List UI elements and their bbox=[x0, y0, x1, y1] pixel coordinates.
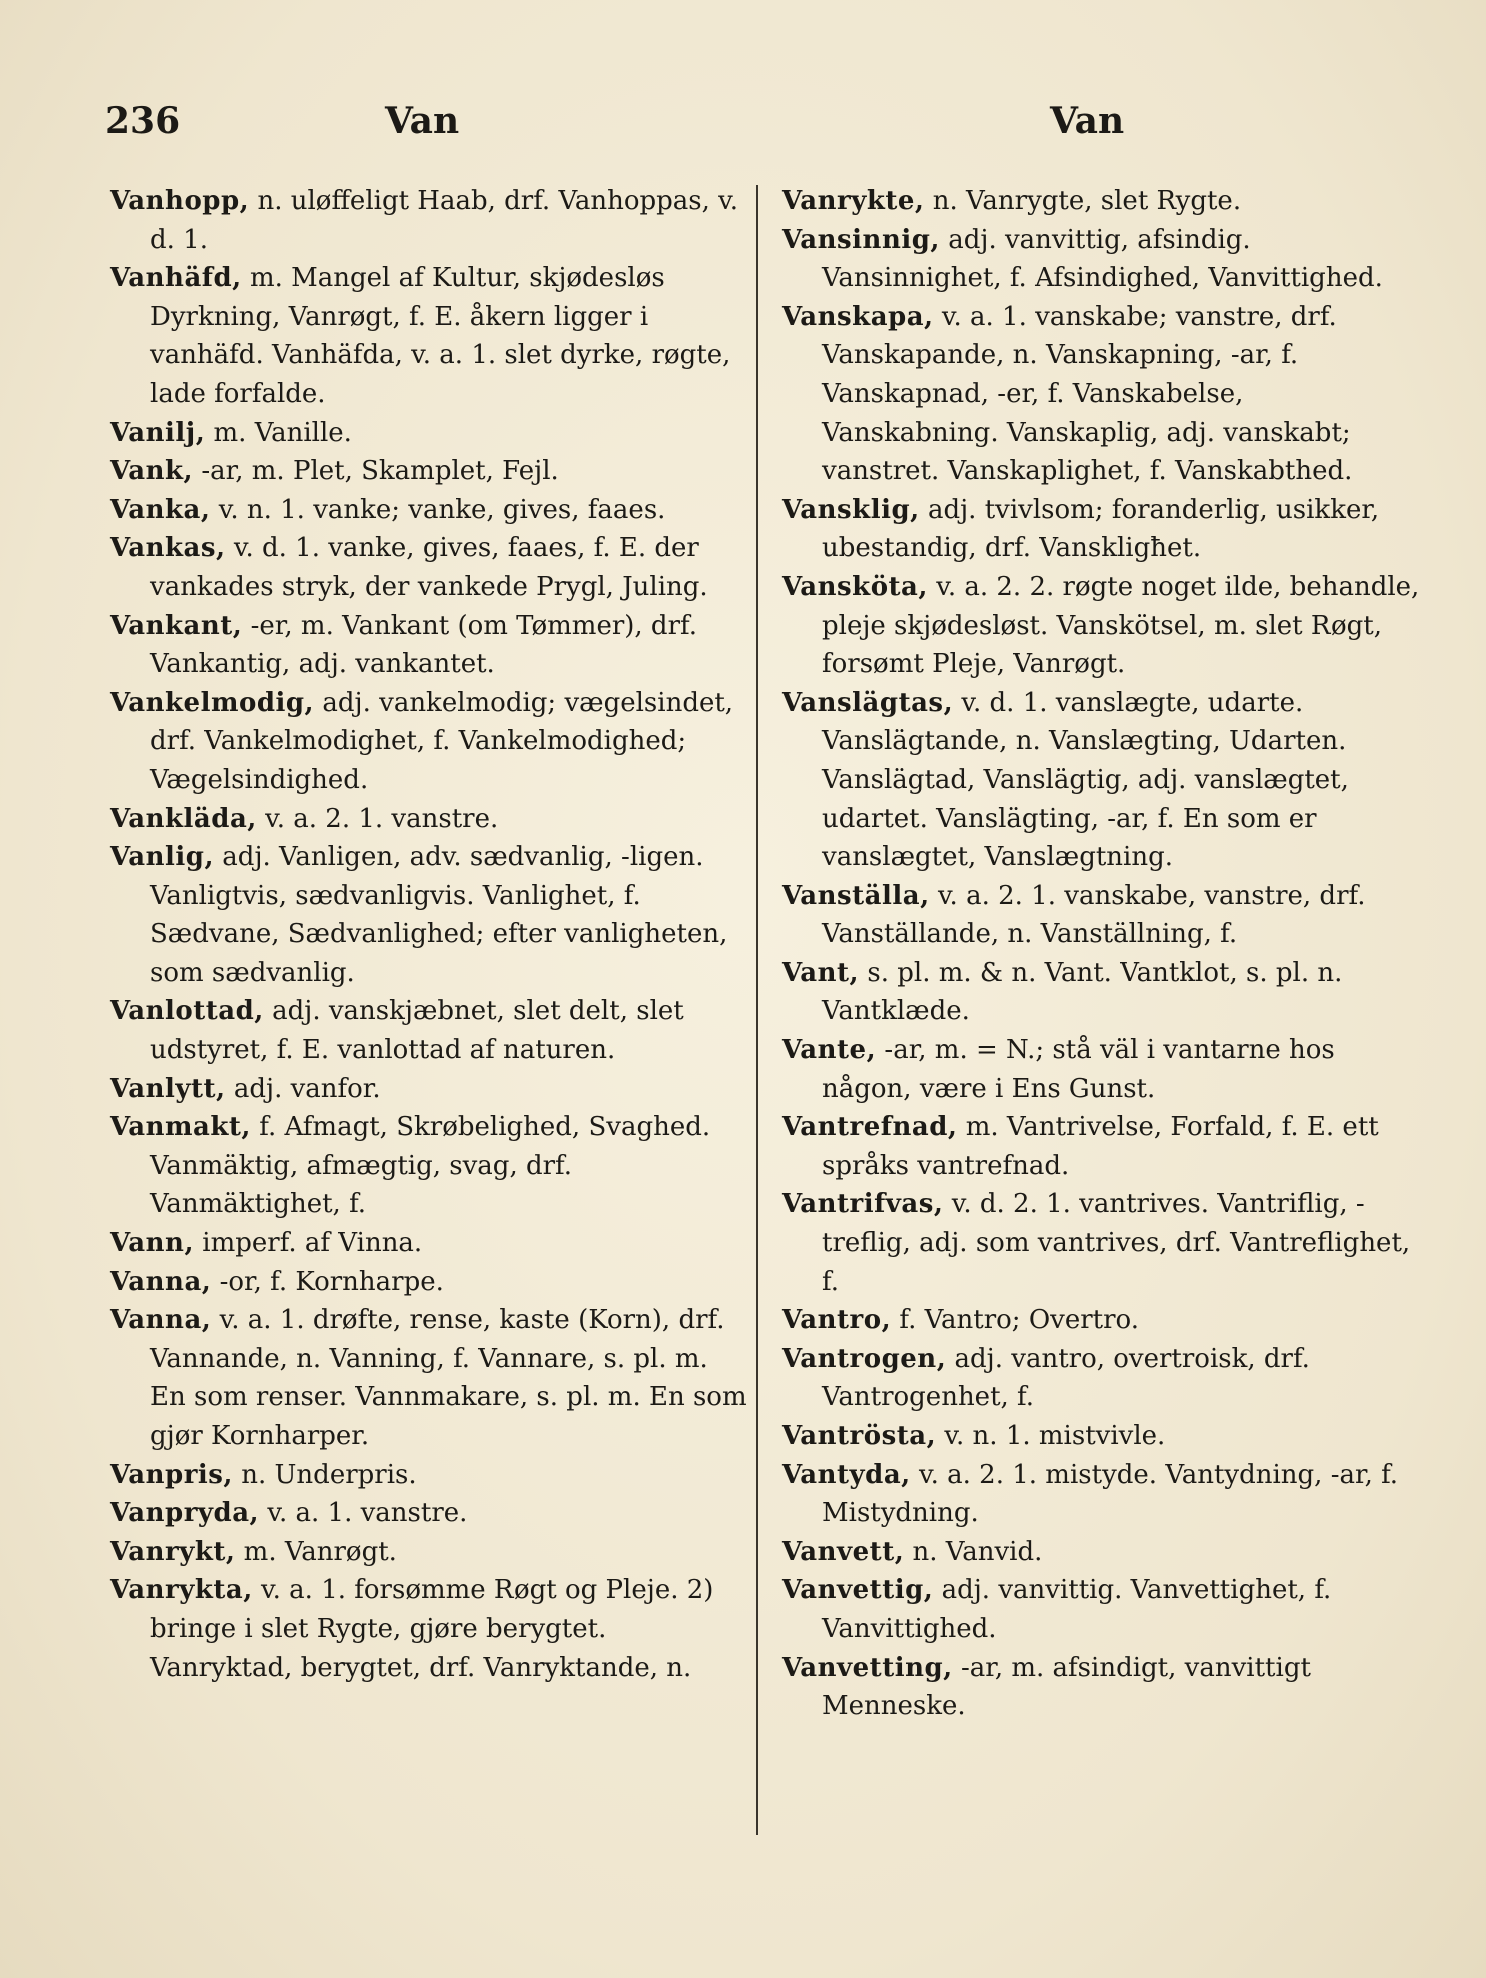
dictionary-entry bbox=[110, 838, 750, 992]
entry-headword: Vanvetting, bbox=[782, 1652, 953, 1683]
entry-headword: Vankas, bbox=[110, 533, 226, 564]
dictionary-entry bbox=[110, 607, 750, 684]
entry-headword: Vanilj, bbox=[110, 417, 206, 448]
page-number: 236 bbox=[105, 100, 181, 142]
entry-headword: Vansköta, bbox=[782, 571, 928, 602]
entry-definition: v. a. 1. vanstre. bbox=[259, 1498, 468, 1529]
entry-definition: m. Mangel af Kultur, skjødesløs Dyrkning, Vanrøgt, f. E. åkern ligger i vanhäfd. Vanhäfda, v. a. 1. slet dyrke, røgte, lade forfalde. bbox=[150, 263, 731, 409]
column-divider bbox=[756, 185, 758, 1835]
entry-definition: n. Vanvid. bbox=[904, 1536, 1043, 1567]
entry-definition: -or, f. Kornharpe. bbox=[211, 1266, 444, 1297]
entry-definition: adj. tvivlsom; foranderlig, usikker, ubestandig, drf. Vanskligħet. bbox=[822, 494, 1380, 564]
entry-headword: Vanhopp, bbox=[110, 186, 250, 216]
left-column bbox=[110, 182, 750, 1687]
dictionary-entry bbox=[110, 1301, 750, 1455]
entry-definition: v. n. 1. mistvivle. bbox=[936, 1421, 1166, 1451]
dictionary-entry bbox=[782, 684, 1422, 877]
right-running-headword: Van bbox=[1050, 100, 1125, 142]
dictionary-entry bbox=[782, 1340, 1422, 1417]
dictionary-entry bbox=[782, 298, 1422, 491]
dictionary-entry bbox=[782, 954, 1422, 1031]
entry-headword: Vansinnig, bbox=[782, 224, 940, 255]
entry-headword: Vann, bbox=[110, 1228, 194, 1259]
entry-definition: v. a. 2. 1. vanskabe, vanstre, drf. Vanställande, n. Vanställning, f. bbox=[822, 880, 1366, 950]
dictionary-entry bbox=[110, 992, 750, 1069]
entry-headword: Vantro, bbox=[782, 1305, 892, 1336]
dictionary-entry bbox=[782, 1456, 1422, 1533]
entry-headword: Vantrogen, bbox=[782, 1343, 947, 1374]
dictionary-entry bbox=[782, 568, 1422, 684]
entry-definition: v. d. 1. vanslægte, udarte. Vanslägtande, n. Vanslægting, Udarten. Vanslägtad, Vanslägtig, adj. vanslægtet, udartet. Vanslägting, -ar, f. En som er vanslægtet, Vanslægtning. bbox=[822, 687, 1349, 873]
entry-definition: m. Vanrøgt. bbox=[235, 1536, 397, 1567]
entry-definition: imperf. af Vinna. bbox=[194, 1228, 423, 1259]
entry-headword: Vankelmodig, bbox=[110, 687, 315, 718]
entry-definition: adj. vanskjæbnet, slet delt, slet udstyret, f. E. vanlottad af naturen. bbox=[150, 996, 684, 1066]
entry-headword: Vantyda, bbox=[782, 1459, 911, 1490]
dictionary-entry bbox=[782, 182, 1422, 221]
entry-headword: Vankläda, bbox=[110, 803, 257, 834]
entry-headword: Vansklig, bbox=[782, 494, 920, 525]
entry-definition: v. a. 1. drøfte, rense, kaste (Korn), drf. Vannande, n. Vanning, f. Vannare, s. pl. m. En som renser. Vannmakare, s. pl. m. En som gjør Kornharper. bbox=[150, 1305, 747, 1451]
dictionary-entry bbox=[110, 182, 750, 259]
dictionary-entry bbox=[110, 1224, 750, 1263]
entry-definition: adj. Vanligen, adv. sædvanlig, -ligen. Vanligtvis, sædvanligvis. Vanlighet, f. Sædvane, Sædvanlighed; efter vanligheten, som sædvanlig. bbox=[150, 842, 728, 988]
dictionary-entry bbox=[782, 1031, 1422, 1108]
right-column bbox=[782, 182, 1422, 1726]
dictionary-entry bbox=[782, 1108, 1422, 1185]
entry-definition: -ar, m. afsindigt, vanvittigt Menneske. bbox=[822, 1652, 1311, 1722]
entry-headword: Vanpryda, bbox=[110, 1498, 260, 1529]
dictionary-entry bbox=[782, 1301, 1422, 1340]
entry-headword: Vante, bbox=[782, 1035, 877, 1066]
entry-headword: Vankant, bbox=[110, 610, 243, 641]
entry-headword: Vantrefnad, bbox=[782, 1112, 958, 1143]
entry-definition: adj. vanvittig, afsindig. Vansinnighet, f. Afsindighed, Vanvittighed. bbox=[822, 224, 1383, 294]
entry-headword: Vanhäfd, bbox=[110, 263, 242, 294]
entry-headword: Vanna, bbox=[110, 1266, 212, 1297]
dictionary-entry bbox=[110, 1533, 750, 1572]
entry-headword: Vantrifvas, bbox=[782, 1189, 944, 1220]
entry-headword: Vanlytt, bbox=[110, 1073, 226, 1104]
entry-headword: Vanna, bbox=[110, 1305, 212, 1336]
entry-definition: adj. vanfor. bbox=[225, 1073, 381, 1104]
dictionary-entry bbox=[782, 221, 1422, 298]
entry-definition: m. Vanille. bbox=[205, 417, 352, 448]
entry-headword: Vanrykt, bbox=[110, 1536, 236, 1567]
entry-definition: v. d. 1. vanke, gives, faaes, f. E. der vankades stryk, der vankede Prygl, Juling. bbox=[150, 533, 708, 602]
dictionary-entry bbox=[110, 414, 750, 453]
dictionary-entry bbox=[782, 1185, 1422, 1301]
entry-headword: Vanpris, bbox=[110, 1459, 233, 1490]
entry-definition: f. Afmagt, Skrøbelighed, Svaghed. Vanmäktig, afmægtig, svag, drf. Vanmäktighet, f. bbox=[150, 1112, 711, 1220]
entry-definition: v. a. 1. forsømme Røgt og Pleje. 2) bringe i slet Rygte, gjøre berygtet. Vanryktad, berygtet, drf. Vanryktande, n. bbox=[150, 1575, 714, 1683]
dictionary-entry bbox=[110, 1456, 750, 1495]
entry-headword: Vank, bbox=[110, 456, 194, 487]
entry-definition: adj. vantro, overtroisk, drf. Vantrogenhet, f. bbox=[822, 1343, 1310, 1413]
entry-definition: n. Underpris. bbox=[232, 1459, 417, 1490]
entry-definition: v. a. 1. vanskabe; vanstre, drf. Vanskapande, n. Vanskapning, -ar, f. Vanskapnad, -er, f. Vanskabelse, Vanskabning. Vanskaplig, adj. vanskabt; vanstret. Vanskaplighet, f. Vanskabthed. bbox=[822, 301, 1353, 487]
dictionary-entry bbox=[782, 1417, 1422, 1456]
entry-definition: -ar, m. = N.; stå väl i vantarne hos någon, være i Ens Gunst. bbox=[822, 1035, 1335, 1104]
entry-definition: v. a. 2. 1. mistyde. Vantydning, -ar, f. Mistydning. bbox=[822, 1459, 1399, 1529]
entry-definition: -ar, m. Plet, Skamplet, Fejl. bbox=[193, 456, 559, 487]
entry-definition: v. a. 2. 2. røgte noget ilde, behandle, pleje skjødesløst. Vanskötsel, m. slet Røgt, forsømt Pleje, Vanrøgt. bbox=[822, 571, 1420, 680]
left-running-headword: Van bbox=[385, 100, 460, 142]
dictionary-entry bbox=[782, 877, 1422, 954]
entry-definition: m. Vantrivelse, Forfald, f. E. ett språks vantrefnad. bbox=[822, 1112, 1379, 1181]
entry-headword: Vanrykta, bbox=[110, 1575, 253, 1606]
entry-definition: -er, m. Vankant (om Tømmer), drf. Vankantig, adj. vankantet. bbox=[150, 610, 697, 680]
entry-definition: v. d. 2. 1. vantrives. Vantriflig, -treflig, adj. som vantrives, drf. Vantreflighet, f. bbox=[822, 1189, 1411, 1297]
entry-definition: adj. vankelmodig; vægelsindet, drf. Vankelmodighet, f. Vankelmodighed; Vægelsindighed. bbox=[150, 687, 734, 795]
entry-definition: adj. vanvittig. Vanvettighet, f. Vanvittighed. bbox=[822, 1575, 1332, 1644]
dictionary-entry bbox=[110, 1108, 750, 1224]
entry-headword: Vanmakt, bbox=[110, 1112, 251, 1143]
dictionary-entry bbox=[782, 1571, 1422, 1648]
entry-headword: Vanlottad, bbox=[110, 996, 264, 1027]
page-header bbox=[105, 100, 1135, 150]
entry-definition: n. uløffeligt Haab, drf. Vanhoppas, v. d. 1. bbox=[150, 186, 739, 255]
dictionary-entry bbox=[782, 1533, 1422, 1572]
entry-headword: Vanka, bbox=[110, 494, 211, 525]
entry-definition: v. n. 1. vanke; vanke, gives, faaes. bbox=[210, 494, 666, 525]
entry-headword: Vanställa, bbox=[782, 880, 930, 911]
dictionary-entry bbox=[110, 259, 750, 413]
dictionary-entry bbox=[110, 1494, 750, 1533]
entry-definition: n. Vanrygte, slet Rygte. bbox=[924, 186, 1242, 216]
dictionary-entry bbox=[110, 529, 750, 606]
dictionary-entry bbox=[110, 1070, 750, 1109]
dictionary-entry bbox=[782, 491, 1422, 568]
entry-headword: Vanskapa, bbox=[782, 301, 934, 332]
dictionary-entry bbox=[110, 491, 750, 530]
entry-definition: f. Vantro; Overtro. bbox=[891, 1305, 1139, 1336]
dictionary-entry bbox=[110, 1571, 750, 1687]
entry-definition: v. a. 2. 1. vanstre. bbox=[256, 803, 499, 834]
entry-headword: Vant, bbox=[782, 957, 860, 988]
entry-headword: Vanslägtas, bbox=[782, 687, 954, 718]
dictionary-entry bbox=[110, 684, 750, 800]
entry-headword: Vanrykte, bbox=[782, 186, 925, 216]
dictionary-entry bbox=[782, 1649, 1422, 1726]
entry-headword: Vantrösta, bbox=[782, 1421, 937, 1451]
entry-headword: Vanvett, bbox=[782, 1536, 905, 1567]
entry-definition: s. pl. m. & n. Vant. Vantklot, s. pl. n. Vantklæde. bbox=[822, 957, 1343, 1027]
entry-headword: Vanvettig, bbox=[782, 1575, 934, 1606]
dictionary-entry bbox=[110, 1263, 750, 1302]
entry-headword: Vanlig, bbox=[110, 842, 215, 873]
dictionary-entry bbox=[110, 452, 750, 491]
dictionary-entry bbox=[110, 800, 750, 839]
